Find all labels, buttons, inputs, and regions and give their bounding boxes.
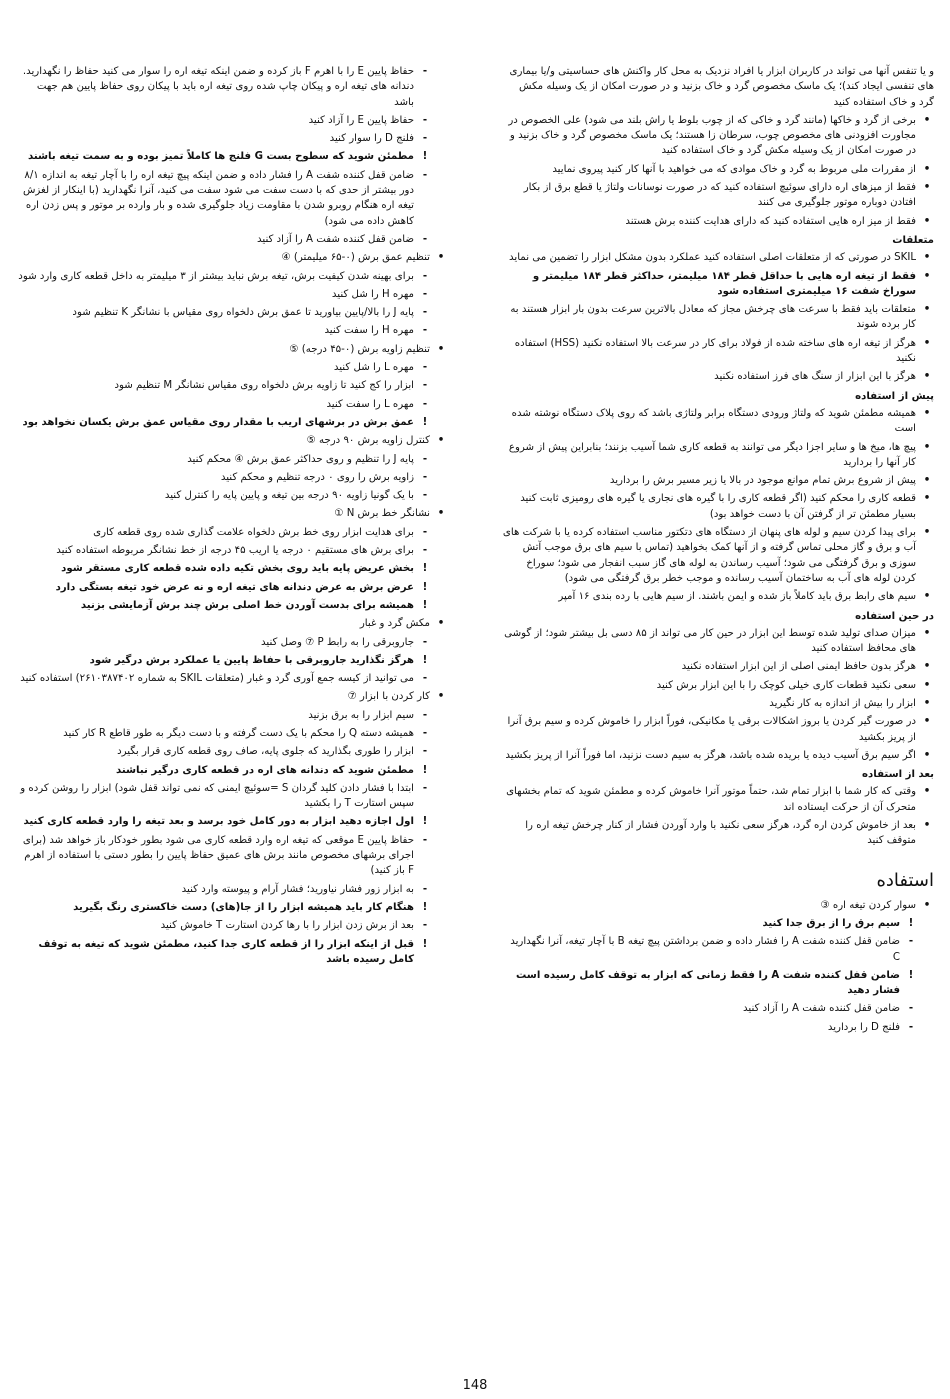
sub-list-item <box>16 287 448 302</box>
sub-list-item <box>16 113 448 128</box>
bullet-mark: • <box>923 679 931 691</box>
sub-list-item <box>16 561 448 576</box>
item-text: قبل از اینکه ابزار را از قطعه کاری جدا کنید، مطمئن شوید که تیغه به توقف کامل رسیده باشد <box>38 938 414 965</box>
item-text: سعی نکنید قطعات کاری خیلی کوچک را با این ابزار برش کنید <box>656 679 916 691</box>
bullet-mark: - <box>422 834 428 846</box>
bullet-mark: • <box>923 716 931 728</box>
sub-list-item <box>16 726 448 741</box>
bullet-mark: - <box>422 727 428 739</box>
bullet-mark: - <box>422 233 428 245</box>
list-item <box>502 180 934 211</box>
list-item <box>502 369 934 384</box>
sub-list-item <box>16 269 448 284</box>
bullet-mark: - <box>908 1003 914 1015</box>
item-text: متعلقات <box>892 234 934 246</box>
sub-list-item <box>16 452 448 467</box>
item-text: ضامن قفل کننده شفت A را فشار داده و ضمن برداشتن پیچ تیغه B با آچار تیغه، آنرا نگهدارید C <box>510 936 900 963</box>
bullet-mark: • <box>923 371 931 383</box>
list-item <box>502 491 934 522</box>
bullet-mark: - <box>422 398 428 410</box>
list-item <box>16 250 448 265</box>
list-item <box>502 440 934 471</box>
item-text: بخش عریض پایه باید روی بخش تکیه داده شده قطعه کاری مستقر شود <box>61 563 414 575</box>
item-text: ضامن قفل کننده شفت A را آزاد کنید <box>743 1003 900 1015</box>
item-text: برای هدایت ابزار روی خط برش دلخواه علامت گذاری شده روی قطعه کاری <box>93 526 414 538</box>
bullet-mark: - <box>908 936 914 948</box>
item-text: مطمئن شوید که دندانه های اره در قطعه کاری درگیر نباشند <box>115 764 414 776</box>
bullet-mark: - <box>422 288 428 300</box>
bullet-mark: - <box>422 746 428 758</box>
warning-mark: ! <box>422 901 428 913</box>
item-text: هنگام کار باید همیشه ابزار را از جا(های) دست خاکستری رنگ بگیرید <box>73 901 414 913</box>
item-text: وقتی که کار شما با ابزار تمام شد، حتماً موتور آنرا خاموش کرده و مطمئن شوید که تمام بخشهای متحرک آن از حرکت ایستاده اند <box>506 786 916 813</box>
warning-mark: ! <box>422 151 428 163</box>
bullet-mark: - <box>422 709 428 721</box>
item-text: سیم ابزار را به برق بزنید <box>308 709 414 721</box>
sub-list-item <box>16 882 448 897</box>
item-text: مهره L را شل کنید <box>333 362 414 374</box>
sub-list-item <box>16 937 448 968</box>
section-heading <box>502 767 934 782</box>
bullet-mark: • <box>437 508 445 520</box>
item-text: استفاده <box>876 869 934 891</box>
bullet-mark: - <box>422 636 428 648</box>
sub-list-item <box>16 232 448 247</box>
item-text: کار کردن با ابزار ⑦ <box>347 691 430 703</box>
item-text: فقط از میزهای اره دارای سوئیچ استفاده کنید که در صورت نوسانات ولتاژ یا قطع برق از بکار افتادن دوباره موتور جلوگیری می کنند <box>523 182 916 209</box>
bullet-mark: - <box>422 325 428 337</box>
item-text: حفاظ پایین E موقعی که تیغه اره وارد قطعه کاری می شود بطور خودکار باز خواهد شد (برای اجرای برشهای مخصوص مانند برش های عمیق حفاظ پایین را بطور دستی با استفاده از اهرم F باز کنید) <box>22 834 414 877</box>
bullet-mark: • <box>923 252 931 264</box>
item-text: اول اجازه دهید ابزار به دور کامل خود برسد و بعد تیغه را وارد قطعه کاری کنید <box>23 816 414 828</box>
item-text: با یک گونیا زاویه ۹۰ درجه بین تیغه و پایین پایه را کنترل کنید <box>164 490 414 502</box>
list-item <box>502 678 934 693</box>
bullet-mark: - <box>422 471 428 483</box>
sub-list-item <box>16 671 448 686</box>
item-text: مهره L را سفت کنید <box>326 398 414 410</box>
list-item <box>502 473 934 488</box>
warning-mark: ! <box>422 938 428 950</box>
item-text: همیشه برای بدست آوردن خط اصلی برش چند برش آزمایشی بزنید <box>80 599 414 611</box>
right-column <box>502 64 934 1038</box>
sub-list-item <box>502 1001 934 1016</box>
warning-mark: ! <box>422 416 428 428</box>
bullet-mark: • <box>923 820 931 832</box>
item-text: بعد از خاموش کردن اره گرد، هرگز سعی نکنید با وارد آوردن فشار از کنار چرخش تیغه اره را متوقف کنید <box>525 820 916 847</box>
sub-list-item <box>16 635 448 650</box>
bullet-mark: - <box>422 490 428 502</box>
list-item <box>502 714 934 745</box>
sub-list-item <box>16 64 448 110</box>
warning-mark: ! <box>422 816 428 828</box>
sub-list-item <box>502 916 934 931</box>
sub-list-item <box>16 149 448 164</box>
item-text: همیشه دسته Q را محکم با یک دست گرفته و با دست دیگر به طور قاطع R کار کنید <box>63 727 414 739</box>
chapter-heading <box>502 867 934 894</box>
sub-list-item <box>502 1020 934 1035</box>
item-text: از مقررات ملی مربوط به گرد و خاک موادی که می خواهید با آنها کار کنید پیروی نمایید <box>552 163 916 175</box>
section-heading <box>502 233 934 248</box>
item-text: فقط از تیغه اره هایی با حداقل قطر ۱۸۴ میلیمتر، حداکثر قطر ۱۸۴ میلیمتر و سوراخ شفت ۱۶ میلیمتری استفاده شود <box>532 270 916 297</box>
sub-list-item <box>16 543 448 558</box>
list-item <box>16 616 448 631</box>
item-text: بعد از برش زدن ابزار را با رها کردن استارت T خاموش کنید <box>160 920 414 932</box>
item-text: بعد از استفاده <box>862 769 934 781</box>
sub-list-item <box>16 900 448 915</box>
sub-list-item <box>16 397 448 412</box>
bullet-mark: • <box>923 304 931 316</box>
sub-list-item <box>502 968 934 999</box>
bullet-mark: • <box>923 407 931 419</box>
list-item <box>502 659 934 674</box>
item-text: فلنج D را بردارید <box>827 1021 900 1033</box>
list-item <box>502 269 934 300</box>
item-text: مطمئن شوید که سطوح بست G فلنج ها کاملاً تمیز بوده و به سمت تیغه باشند <box>27 151 414 163</box>
sub-list-item <box>16 781 448 812</box>
item-text: عرض برش به عرض دندانه های تیغه اره و نه عرض خود تیغه بستگی دارد <box>55 581 414 593</box>
bullet-mark: - <box>422 307 428 319</box>
sub-list-item <box>16 168 448 229</box>
item-text: تنظیم عمق برش (۰-۶۵ میلیمتر) ④ <box>281 252 430 264</box>
list-item <box>502 818 934 849</box>
bullet-mark: • <box>923 475 931 487</box>
item-text: عمق برش در برشهای اریب با مقدار روی مقیاس عمق برش یکسان نخواهد بود <box>22 416 414 428</box>
item-text: ابزار را بیش از اندازه به کار نگیرید <box>769 697 916 709</box>
sub-list-item <box>16 488 448 503</box>
item-text: در حین استفاده <box>855 610 934 622</box>
bullet-mark: • <box>923 270 931 282</box>
item-text: پایه J را تنظیم و روی حداکثر عمق برش ④ محکم کنید <box>187 453 414 465</box>
bullet-mark: • <box>923 114 931 126</box>
item-text: مهره H را شل کنید <box>331 288 414 300</box>
item-text: و یا تنفس آنها می تواند در کاربران ابزار یا افراد نزدیک به محل کار واکنش های حساسیتی و/یا بیماری های تنفسی ایجاد کند)؛ یک ماسک مخصوص گرد و خاک بزنید و در صورت امکان از یک وسیله مکش گرد و خاک استفاده کنید <box>509 66 934 108</box>
bullet-mark: • <box>923 441 931 453</box>
bullet-mark: - <box>908 1021 914 1033</box>
item-text: میزان صدای تولید شده توسط این ابزار در حین کار می تواند از ۸۵ دسی بل بیشتر شود؛ از گوشی های محافظ استفاده کنید <box>504 627 916 655</box>
item-text: مکش گرد و غبار <box>359 618 430 630</box>
bullet-mark: • <box>923 215 931 227</box>
list-item <box>16 342 448 357</box>
item-text: ابتدا با فشار دادن کلید گردان S =سوئیچ ایمنی که نمی تواند قفل شود) ابزار را روشن کرده و سپس استارت T را بکشید <box>20 782 414 810</box>
list-item <box>502 748 934 763</box>
bullet-mark: - <box>422 883 428 895</box>
bullet-mark: - <box>422 453 428 465</box>
sub-list-item <box>16 814 448 829</box>
item-text: به ابزار زور فشار نیاورید؛ فشار آرام و پیوسته وارد کنید <box>181 883 414 895</box>
sub-list-item <box>16 525 448 540</box>
bullet-mark: • <box>437 252 445 264</box>
item-text: اگر سیم برق آسیب دیده یا بریده شده باشد، هرگز به سیم دست نزنید، اما فوراً آنرا از پریز بکشید <box>505 749 916 761</box>
list-item <box>16 433 448 448</box>
sub-list-item <box>16 131 448 146</box>
sub-list-item <box>16 305 448 320</box>
item-text: ابزار را طوری بگذارید که جلوی پایه، صاف روی قطعه کاری قرار بگیرد <box>117 746 414 758</box>
warning-mark: ! <box>422 654 428 666</box>
list-item <box>502 626 934 657</box>
bullet-mark: - <box>422 920 428 932</box>
item-text: هرگز نگذارید جاروبرقی با حفاظ پایین یا عملکرد برش درگیر شود <box>89 654 414 666</box>
item-text: مهره H را سفت کنید <box>324 325 414 337</box>
item-text: متعلقات باید فقط با سرعت های چرخش مجاز که معادل بالاترین سرعت بدون بار ابزار هستند به کار برده شوند <box>510 304 916 331</box>
sub-list-item <box>16 415 448 430</box>
item-text: ابزار را کج کنید تا زاویه برش دلخواه روی مقیاس نشانگر M تنظیم شود <box>114 380 414 392</box>
item-text: هرگز بدون حافظ ایمنی اصلی از این ابزار استفاده نکنید <box>681 661 916 673</box>
item-text: پایه J را بالا/پایین بیاورید تا عمق برش دلخواه روی مقیاس با نشانگر K تنظیم شود <box>72 307 414 319</box>
item-text: ضامن قفل کننده شفت A را فقط زمانی که ابزار به توقف کامل رسیده است فشار دهید <box>516 969 900 997</box>
bullet-mark: • <box>923 627 931 639</box>
bullet-mark: • <box>923 527 931 539</box>
item-text: فقط از میز اره هایی استفاده کنید که دارای هدایت کننده برش هستند <box>625 215 916 227</box>
item-text: حفاظ پایین E را با اهرم F باز کرده و ضمن اینکه تیغه اره را سوار می کنید حفاظ را نگهدارید. دندانه های تیغه اره و پیکان چاپ شده روی تیغه اره باید با پیکان روی حفاظ پایین هم جهت باشد <box>22 66 414 108</box>
bullet-mark: - <box>422 133 428 145</box>
item-text: قطعه کاری را محکم کنید (اگر قطعه کاری را با گیره های نجاری یا گیره های رومیزی ثابت کنید بسیار مطمئن تر از گرفتن آن با دست خواهد بود) <box>520 493 916 520</box>
list-item <box>16 689 448 704</box>
bullet-mark: - <box>422 114 428 126</box>
item-text: نشانگر خط برش N ① <box>334 508 430 520</box>
list-item <box>502 336 934 367</box>
item-text: ضامن قفل کننده شفت A را آزاد کنید <box>257 233 414 245</box>
item-text: می توانید از کیسه جمع آوری گرد و غبار (متعلقات SKIL به شماره ۲۶۱۰۳۸۷۴۰۲) استفاده کنید <box>20 673 414 685</box>
bullet-mark: • <box>437 618 445 630</box>
item-text: پیش از استفاده <box>855 390 934 402</box>
warning-mark: ! <box>422 563 428 575</box>
bullet-mark: • <box>437 435 445 447</box>
list-item <box>16 506 448 521</box>
sub-list-item <box>16 918 448 933</box>
bullet-mark: • <box>923 337 931 349</box>
item-text: جاروبرقی را به رابط P ⑦ وصل کنید <box>261 636 414 648</box>
sub-list-item <box>16 763 448 778</box>
bullet-mark: • <box>923 697 931 709</box>
sub-list-item <box>16 598 448 613</box>
bullet-mark: • <box>437 343 445 355</box>
bullet-mark: - <box>422 673 428 685</box>
item-text: زاویه برش را روی ۰ درجه تنظیم و محکم کنید <box>220 471 414 483</box>
section-heading <box>502 389 934 404</box>
bullet-mark: • <box>923 786 931 798</box>
warning-mark: ! <box>422 581 428 593</box>
item-text: همیشه مطمئن شوید که ولتاژ ورودی دستگاه برابر ولتاژی باشد که روی پلاک دستگاه نوشته شده است <box>511 407 916 435</box>
item-text: هرگز از تیغه اره های ساخته شده از فولاد برای کار در سرعت بالا استفاده نکنید (HSS) استفاده نکنید <box>514 337 916 365</box>
item-text: فلنج D را سوار کنید <box>329 133 414 145</box>
list-item <box>502 250 934 265</box>
bullet-mark: - <box>422 526 428 538</box>
item-text: برای بهینه شدن کیفیت برش، تیغه برش نباید بیشتر از ۳ میلیمتر به داخل قطعه کاری وارد شود <box>18 270 414 282</box>
warning-mark: ! <box>908 969 914 981</box>
list-item <box>502 113 934 159</box>
item-text: تنظیم زاویه برش (۰-۴۵ درجه) ⑤ <box>289 343 430 355</box>
item-text: SKIL در صورتی که از متعلقات اصلی استفاده کنید عملکرد بدون مشکل ابزار را تضمین می نماید <box>509 252 916 264</box>
sub-list-item <box>16 323 448 338</box>
bullet-mark: • <box>923 591 931 603</box>
bullet-mark: - <box>422 66 428 77</box>
list-item <box>502 525 934 586</box>
bullet-mark: - <box>422 545 428 557</box>
item-text: برای برش های مستقیم ۰ درجه یا اریب ۴۵ درجه از خط نشانگر مربوطه استفاده کنید <box>56 545 414 557</box>
item-text: سیم برق را از برق جدا کنید <box>762 917 900 929</box>
sub-list-item <box>16 580 448 595</box>
list-item <box>502 784 934 815</box>
bullet-mark: • <box>437 691 445 703</box>
item-text: حفاظ پایین E را آزاد کنید <box>308 114 414 126</box>
sub-list-item <box>16 360 448 375</box>
bullet-mark: • <box>923 749 931 761</box>
item-text: برای پیدا کردن سیم و لوله های پنهان از دستگاه های دتکتور مناسب استفاده کرده یا با شرکت های آب و برق و گاز محلی تماس گرفته و از آنها کمک بخواهید (تماس با سیم های برق موجب آتش سوزی و برق گرفتگی می شود؛ آسیب رساندن به لوله های گاز سبب انفجار می شود؛ سوراخ کردن لوله های آب به ساختمان آسیب رسانده و موجب خطر برق گرفتگی می شود) <box>502 527 916 584</box>
bullet-mark: • <box>923 163 931 175</box>
bullet-mark: - <box>422 270 428 282</box>
item-text: برخی از گرد و خاکها (مانند گرد و خاکی که از چوب بلوط یا راش بلند می شود) علی الخصوص در مجاورت افزودنی های مخصوص چوب، سرطان زا هستند؛ یک ماسک مخصوص گرد و خاک بزنید و در صورت امکان از یک وسیله مکش گرد و خاک استفاده کنید <box>508 114 916 157</box>
warning-mark: ! <box>422 764 428 776</box>
page-number: 148 <box>462 1377 488 1393</box>
sub-list-item <box>16 378 448 393</box>
list-item <box>502 898 934 913</box>
item-text: در صورت گیر کردن یا بروز اشکالات برقی یا مکانیکی، فوراً ابزار را خاموش کرده و سیم برق آنرا از پریز بکشید <box>507 716 916 743</box>
sub-list-item <box>16 708 448 723</box>
left-column <box>16 64 448 970</box>
list-item <box>502 696 934 711</box>
list-item <box>502 162 934 177</box>
list-item <box>502 406 934 437</box>
item-text: ضامن قفل کننده شفت A را فشار داده و ضمن اینکه پیچ تیغه اره را با آچار تیغه به اندازه ۸/۱ دور بیشتر از حدی که با دست سفت می شود سفت می کنید، آنرا نگهدارید (با اینکار از لغزش تیغه اره هنگام روبرو شدن با مقاومت زیاد جلوگیری شده و بار وارده بر موتور و پس زدن اره کاهش داده می شود) <box>23 169 414 227</box>
sub-list-item <box>16 470 448 485</box>
list-item <box>502 214 934 229</box>
item-text: پیش از شروع برش تمام موانع موجود در بالا یا زیر مسیر برش را بردارید <box>609 475 916 487</box>
item-text: سوار کردن تیغه اره ③ <box>820 899 916 911</box>
bullet-mark: • <box>923 182 931 194</box>
bullet-mark: • <box>923 493 931 505</box>
item-text: سیم های رابط برق باید کاملاً باز شده و ایمن باشند. از سیم هایی با رده بندی ۱۶ آمپر <box>558 591 916 603</box>
paragraph <box>502 64 934 110</box>
warning-mark: ! <box>908 917 914 929</box>
sub-list-item <box>16 653 448 668</box>
bullet-mark: - <box>422 362 428 374</box>
section-heading <box>502 609 934 624</box>
warning-mark: ! <box>422 599 428 611</box>
list-item <box>502 302 934 333</box>
sub-list-item <box>502 934 934 965</box>
item-text: کنترل زاویه برش ۹۰ درجه ⑤ <box>306 435 430 447</box>
bullet-mark: • <box>923 899 931 911</box>
bullet-mark: - <box>422 380 428 392</box>
item-text: پیچ ها، میخ ها و سایر اجزا دیگر می توانند به قطعه کاری شما آسیب بزنند؛ بنابراین پیش از شروع کار آنها را بردارید <box>508 441 916 468</box>
sub-list-item <box>16 833 448 879</box>
item-text: هرگز با این ابزار از سنگ های فرز استفاده نکنید <box>714 371 916 383</box>
sub-list-item <box>16 744 448 759</box>
list-item <box>502 589 934 604</box>
bullet-mark: - <box>422 782 428 794</box>
bullet-mark: - <box>422 169 428 181</box>
bullet-mark: • <box>923 661 931 673</box>
